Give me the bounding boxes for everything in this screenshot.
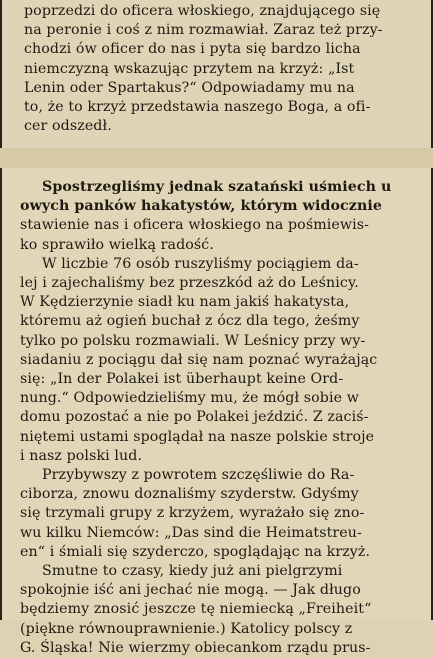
text-line: owych panków hakatystów, którym widocznie [20,198,382,215]
text-line: siadaniu z pociągu dał się nam poznać wyrażając [20,351,378,368]
text-line: W liczbie 76 osób ruszyliśmy pociągiem da- [42,255,359,272]
top-article-paragraph [24,2,419,136]
text-line: będziemy znosić jeszcze tę niemiecką „Freiheit“ [20,601,372,618]
text-line: niętemi ustami spoglądał na nasze polskie stroje [20,428,375,445]
paragraph-2 [20,255,423,466]
text-line: to, że to krzyż przedstawia naszego Boga, a ofi- [24,99,371,116]
text-line: W Kędzierzynie siadł ku nam jakiś hakatysta, [20,294,350,311]
top-article-clipping [0,0,433,148]
text-line: na peronie i coś z nim rozmawiał. Zaraz też przy- [24,22,383,39]
text-line: któremu aż ogień buchał z ócz dla tego, żeśmy [20,313,360,330]
text-line: ciborza, znowu doznaliśmy szyderstw. Gdyśmy [20,486,359,503]
clipping-gap [0,148,433,168]
text-line: (piękne równouprawnienie.) Katolicy polscy z [20,620,353,637]
text-line: Przybywszy z powrotem szczęśliwie do Ra- [42,467,355,484]
text-line: Spostrzegliśmy jednak szatański uśmiech u [42,179,392,195]
text-line: się: „In der Polakei ist überhaupt keine Ord- [20,371,344,388]
text-line: domu pozostać a nie po Polakei jeździć. Z zaciś- [20,409,369,426]
text-line: lej i zajechaliśmy bez przeszkód aż do Leśnicy. [20,275,359,292]
text-line: i nasz polski lud. [20,447,143,464]
text-line: tylko po polsku rozmawiali. W Leśnicy przy wy- [20,332,366,349]
text-line: Lenin oder Spartakus?“ Odpowiadamy mu na [24,79,355,96]
text-line: en“ i śmiali się szyderczo, spoglądając na krzyż. [20,543,371,560]
text-line: wu kilku Niemców: „Das sind die Heimatstreu- [20,524,362,541]
text-line: spokojnie iść ani jechać nie mogą. — Jak długo [20,582,361,599]
bottom-article-clipping [0,168,433,656]
paragraph-4 [20,562,423,658]
text-line: się trzymali grupy z krzyżem, wyrażało się zno- [20,505,365,522]
text-line: chodzi ów oficer do nas i pyta się bardzo licha [24,41,361,58]
text-line: nung.“ Odpowiedzieliśmy mu, że mógł sobie w [20,390,359,407]
text-line: poprzedzi do oficera włoskiego, znajdującego się [24,3,381,19]
text-line: ko sprawiło wielką radość. [20,236,214,253]
text-line: stawienie nas i oficera włoskiego na pośmiewis- [20,217,370,234]
text-line: Smutne to czasy, kiedy już ani pielgrzymi [42,563,343,580]
text-line: niemczyzną wskazując przytem na krzyż: „Ist [24,60,355,77]
text-line: cer odszedł. [24,118,112,135]
paragraph-3 [20,466,423,562]
text-line: G. Śląska! Nie wierzmy obiecankom rządu prus- [20,639,371,656]
paragraph-1 [20,178,423,255]
